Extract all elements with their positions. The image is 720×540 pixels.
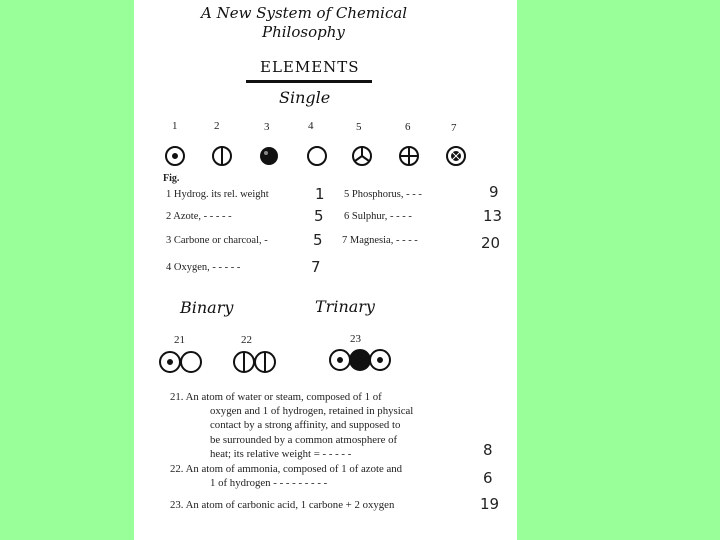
description-line: heat; its relative weight = - - - - - — [210, 447, 352, 460]
weight-value: 7 — [311, 258, 321, 276]
description-22 — [170, 462, 474, 490]
weight-row-text: 5 Phosphorus, - - - — [344, 189, 422, 200]
weight-row-text: 1 Hydrog. its rel. weight — [166, 189, 269, 200]
compound-number: 21 — [174, 334, 185, 346]
element-number: 7 — [451, 122, 457, 134]
element-number: 5 — [356, 121, 362, 133]
weight-value: 5 — [313, 231, 323, 249]
element-number: 6 — [405, 121, 411, 133]
binary-heading: Binary — [180, 298, 234, 317]
compound-weight: 8 — [483, 441, 493, 459]
description-line: contact by a strong affinity, and supposed to — [210, 419, 401, 432]
weight-row-text: 4 Oxygen, - - - - - — [166, 262, 241, 273]
description-23: 23. An atom of carbonic acid, 1 carbone + 2 oxygen — [170, 499, 395, 511]
ammonia-atom-icon — [234, 352, 275, 372]
weight-value: 20 — [481, 234, 501, 252]
weight-value: 5 — [314, 207, 324, 225]
element-number: 1 — [172, 120, 178, 132]
description-line: 22. An atom of ammonia, composed of 1 of azote and — [170, 463, 403, 475]
elements-heading: ELEMENTS — [260, 58, 360, 76]
trinary-heading: Trinary — [315, 297, 375, 316]
description-line: be surrounded by a common atmosphere of — [210, 433, 398, 446]
description-line: 1 of hydrogen - - - - - - - - - — [210, 477, 328, 490]
weight-row-text: 2 Azote, - - - - - — [166, 211, 232, 222]
weight-row-text: 6 Sulphur, - - - - — [344, 211, 412, 222]
compound-weight: 19 — [480, 495, 500, 513]
compound-weight: 6 — [483, 469, 493, 487]
weight-value: 9 — [489, 183, 499, 201]
weight-value: 13 — [483, 207, 503, 225]
compound-number: 23 — [350, 333, 361, 345]
water-atom-icon — [160, 352, 201, 372]
element-number: 2 — [214, 120, 220, 132]
carbonic-acid-atom-icon — [330, 350, 390, 370]
description-21 — [170, 390, 474, 461]
description-line: oxygen and 1 of hydrogen, retained in physical — [210, 405, 414, 418]
element-number: 3 — [264, 121, 270, 133]
fig-label: Fig. — [163, 173, 180, 184]
title-line-2: Philosophy — [262, 23, 345, 41]
single-heading: Single — [279, 88, 331, 107]
description-line: 21. An atom of water or steam, composed of 1 of — [170, 391, 382, 403]
title-line-1: A New System of Chemical — [201, 4, 408, 22]
weight-row-text: 3 Carbone or charcoal, - — [166, 235, 268, 246]
weight-row-text: 7 Magnesia, - - - - — [342, 235, 418, 246]
weight-value: 1 — [315, 185, 325, 203]
element-number: 4 — [308, 120, 314, 132]
compound-number: 22 — [241, 334, 252, 346]
